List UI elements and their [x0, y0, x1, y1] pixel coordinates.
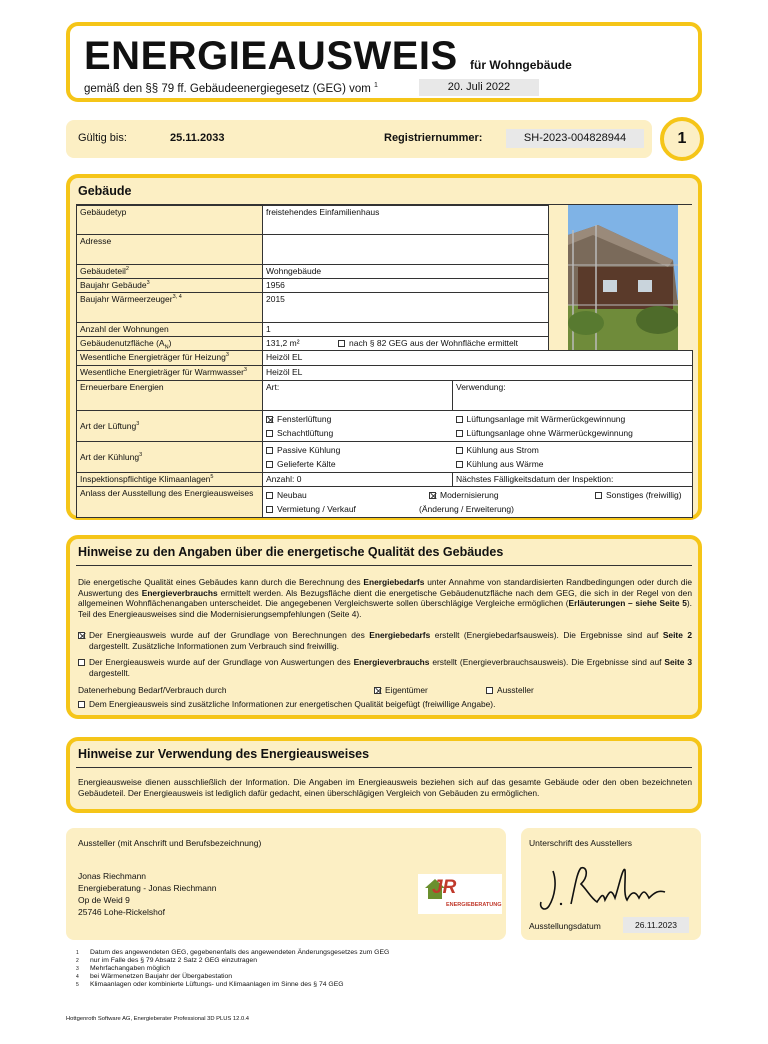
type-value: freistehendes Einfamilienhaus	[263, 206, 549, 235]
vent-shaft-checkbox[interactable]	[266, 430, 273, 437]
part-value: Wohngebäude	[263, 265, 549, 279]
issuer-address	[78, 870, 216, 918]
cool-passive-label: Passive Kühlung	[277, 445, 341, 455]
occasion-cell	[263, 487, 693, 518]
valid-label: Gültig bis:	[78, 132, 127, 144]
occ-mod-block	[419, 488, 514, 516]
cool-power-label: Kühlung aus Strom	[466, 445, 539, 455]
validity-bar	[66, 120, 652, 158]
usage-text: Energieausweise dienen ausschließlich der Information. Die Angaben im Energieausweis beziehen sich auf das gesamte Gebäude oder den oben bezeichneten Gebäudeteil. Der Energieausweis ist lediglich dafür gedacht, einen überschlägigen Vergleich von Gebäuden zu ermöglichen.	[78, 777, 692, 798]
law-date: 20. Juli 2022	[419, 79, 539, 96]
cool-heat-label: Kühlung aus Wärme	[466, 459, 544, 469]
building-table-lower	[76, 350, 693, 518]
address-label: Adresse	[77, 235, 263, 265]
document-subtitle: für Wohngebäude	[470, 58, 572, 72]
issuer-company: Energieberatung - Jonas Riechmann	[78, 883, 217, 893]
cool-delivered-checkbox[interactable]	[266, 461, 273, 468]
occ-other-block	[595, 488, 682, 502]
issuer-city: 25746 Lohe-Rickelshof	[78, 907, 165, 917]
area-value: 131,2 m²	[266, 338, 300, 348]
occ-rent-label: Vermietung / Verkauf	[277, 504, 356, 514]
data-issuer: Aussteller	[486, 685, 534, 696]
building-photo	[568, 205, 678, 351]
signature-image	[531, 856, 691, 916]
vent-window-label: Fensterlüftung	[277, 414, 332, 424]
notes-section	[66, 535, 702, 719]
cooling-label: Art der Kühlung$^3$	[77, 442, 263, 473]
notes-check-consumption: Der Energieausweis wurde auf der Grundlage von Auswertungen des Energieverbrauchs erstellt (Energieverbrauchsausweis). Die Ergebnisse sind auf Seite 3 dargestellt.	[78, 657, 692, 678]
water-carrier-label: Wesentliche Energieträger für Warmwasser$^3$	[77, 366, 263, 381]
cool-delivered-label: Gelieferte Kälte	[277, 459, 336, 469]
reg-value: SH-2023-004828944	[506, 129, 644, 148]
vent-window-checkbox[interactable]	[266, 416, 273, 423]
cooling-right	[453, 442, 693, 473]
owner-checkbox[interactable]	[374, 687, 381, 694]
notes-title: Hinweise zu den Angaben über die energetische Qualität des Gebäudes	[78, 545, 504, 559]
footnote-item: 3 Mehrfachangaben möglich	[76, 965, 171, 972]
notes-paragraph: Die energetische Qualität eines Gebäudes kann durch die Berechnung des Energiebedarfs unter Annahme von standardisierten Randbedingungen oder durch die Auswertung des Energieverbrauchs ermittelt werden. Als Bezugsfläche dient die energetische Gebäudenutzfläche nach dem GEG, die sich in der Regel von den allgemeinen Wohnflächenangaben unterscheidet. Die angegebenen Vergleichswerte sollen überschlägige Vergleiche ermöglichen (Erläuterungen – siehe Seite 5). Teil des Energieausweises sind die Modernisierungsempfehlungen (Seite 4).	[78, 577, 692, 619]
building-table	[76, 205, 549, 353]
occ-mod-sub: (Änderung / Erweiterung)	[419, 504, 514, 514]
logo-letters: JR	[432, 877, 457, 898]
area-check-label: nach § 82 GEG aus der Wohnfläche ermittelt	[349, 338, 518, 348]
cooling-left	[263, 442, 453, 473]
heating-carrier-value: Heizöl EL	[263, 351, 693, 366]
notes-check-demand: Der Energieausweis wurde auf der Grundlage von Berechnungen des Energiebedarfs erstellt (Energiebedarfsausweis). Die Ergebnisse sind auf Seite 2 dargestellt. Zusätzliche Informationen zum Verbrauch sind freiwillig.	[78, 630, 692, 651]
footnote-item: 4 bei Wärmenetzen Baujahr der Übergabestation	[76, 973, 233, 980]
footnote-item: 1 Datum des angewendeten GEG, gegebenenfalls des angewendeten Änderungsgesetzes zum GEG	[76, 949, 390, 956]
year-value: 1956	[263, 279, 549, 293]
page-number-badge	[660, 117, 704, 161]
issuer-logo	[418, 874, 502, 914]
issue-date-label: Ausstellungsdatum	[529, 921, 601, 931]
valid-value: 25.11.2033	[170, 132, 225, 144]
vent-recovery-checkbox[interactable]	[456, 416, 463, 423]
water-carrier-value: Heizöl EL	[263, 366, 693, 381]
vent-no-recovery-checkbox[interactable]	[456, 430, 463, 437]
software-credit: Hottgenroth Software AG, Energieberater Professional 3D PLUS 12.0.4	[66, 1016, 250, 1022]
ventilation-left	[263, 411, 453, 442]
building-title: Gebäude	[78, 184, 132, 198]
footnote-item: 5 Klimaanlagen oder kombinierte Lüftungs- und Klimaanlagen im Sinne des § 74 GEG	[76, 981, 344, 988]
part-label: Gebäudeteil$^2$	[77, 265, 263, 279]
area-checkbox[interactable]	[338, 340, 345, 347]
consumption-checkbox[interactable]	[78, 659, 85, 666]
extra-info-checkbox[interactable]	[78, 701, 85, 708]
reg-label: Registriernummer:	[384, 132, 483, 144]
ac-count: Anzahl: 0	[263, 473, 453, 487]
occ-new-checkbox[interactable]	[266, 492, 273, 499]
issuer-street: Op de Weid 9	[78, 895, 130, 905]
signature-label: Unterschrift des Ausstellers	[529, 838, 632, 848]
occasion-label: Anlass der Ausstellung des Energieausweises	[77, 487, 263, 518]
renewable-type: Art:	[263, 381, 453, 411]
year-label: Baujahr Gebäude$^3$	[77, 279, 263, 293]
footnotes	[76, 949, 676, 989]
issuer-label: Aussteller (mit Anschrift und Berufsbezeichnung)	[78, 838, 262, 848]
data-owner: Eigentümer	[374, 685, 428, 696]
usage-title-rule	[76, 767, 692, 768]
notes-title-rule	[76, 565, 692, 566]
data-collection-label: Datenerhebung Bedarf/Verbrauch durch	[78, 685, 227, 695]
units-label: Anzahl der Wohnungen	[77, 323, 263, 337]
units-value: 1	[263, 323, 549, 337]
issuer-name: Jonas Riechmann	[78, 871, 147, 881]
law-footnote: 1	[374, 82, 378, 89]
ventilation-label: Art der Lüftung$^3$	[77, 411, 263, 442]
occ-rent-checkbox[interactable]	[266, 506, 273, 513]
law-reference	[84, 82, 378, 95]
renewable-use: Verwendung:	[453, 381, 693, 411]
occ-other-label: Sonstiges (freiwillig)	[606, 490, 682, 500]
occ-new-label: Neubau	[277, 490, 307, 500]
vent-recovery-label: Lüftungsanlage mit Wärmerückgewinnung	[466, 414, 626, 424]
signature-box	[521, 828, 701, 940]
heater-value: 2015	[263, 293, 549, 323]
ventilation-right	[453, 411, 693, 442]
occ-mod-label: Modernisierung	[440, 490, 499, 500]
renewable-label: Erneuerbare Energien	[77, 381, 263, 411]
occ-other-checkbox[interactable]	[595, 492, 602, 499]
issuer-checkbox[interactable]	[486, 687, 493, 694]
vent-no-recovery-label: Lüftungsanlage ohne Wärmerückgewinnung	[466, 428, 633, 438]
issue-date-value: 26.11.2023	[623, 917, 689, 933]
footnote-item: 2 nur im Falle des § 79 Absatz 2 Satz 2 GEG einzutragen	[76, 957, 257, 964]
notes-check-extra: Dem Energieausweis sind zusätzliche Informationen zur energetischen Qualität beigefügt (freiwillige Angabe).	[78, 699, 495, 710]
type-label: Gebäudetyp	[77, 206, 263, 235]
logo-text: ENERGIEBERATUNG	[446, 902, 502, 908]
page-number: 1	[677, 130, 687, 147]
cool-power-checkbox[interactable]	[456, 447, 463, 454]
law-text: gemäß den §§ 79 ff. Gebäudeenergiegesetz (GEG) vom	[84, 82, 371, 95]
heater-label: Baujahr Wärmeerzeuger$^{3, 4}$	[77, 293, 263, 323]
ac-next: Nächstes Fälligkeitsdatum der Inspektion:	[453, 473, 693, 487]
vent-shaft-label: Schachtlüftung	[277, 428, 334, 438]
usage-title: Hinweise zur Verwendung des Energieausweises	[78, 747, 370, 761]
cool-passive-checkbox[interactable]	[266, 447, 273, 454]
issuer-box	[66, 828, 506, 940]
ac-label: Inspektionspflichtige Klimaanlagen$^5$	[77, 473, 263, 487]
usage-section	[66, 737, 702, 813]
heating-carrier-label: Wesentliche Energieträger für Heizung$^3$	[77, 351, 263, 366]
document-title: ENERGIEAUSWEIS	[84, 34, 458, 78]
demand-checkbox[interactable]	[78, 632, 85, 639]
address-value	[263, 235, 549, 265]
header-box	[66, 22, 702, 102]
area-label: Gebäudenutzfläche $(A_N)$	[77, 337, 263, 353]
cool-heat-checkbox[interactable]	[456, 461, 463, 468]
occ-mod-checkbox[interactable]	[429, 492, 436, 499]
